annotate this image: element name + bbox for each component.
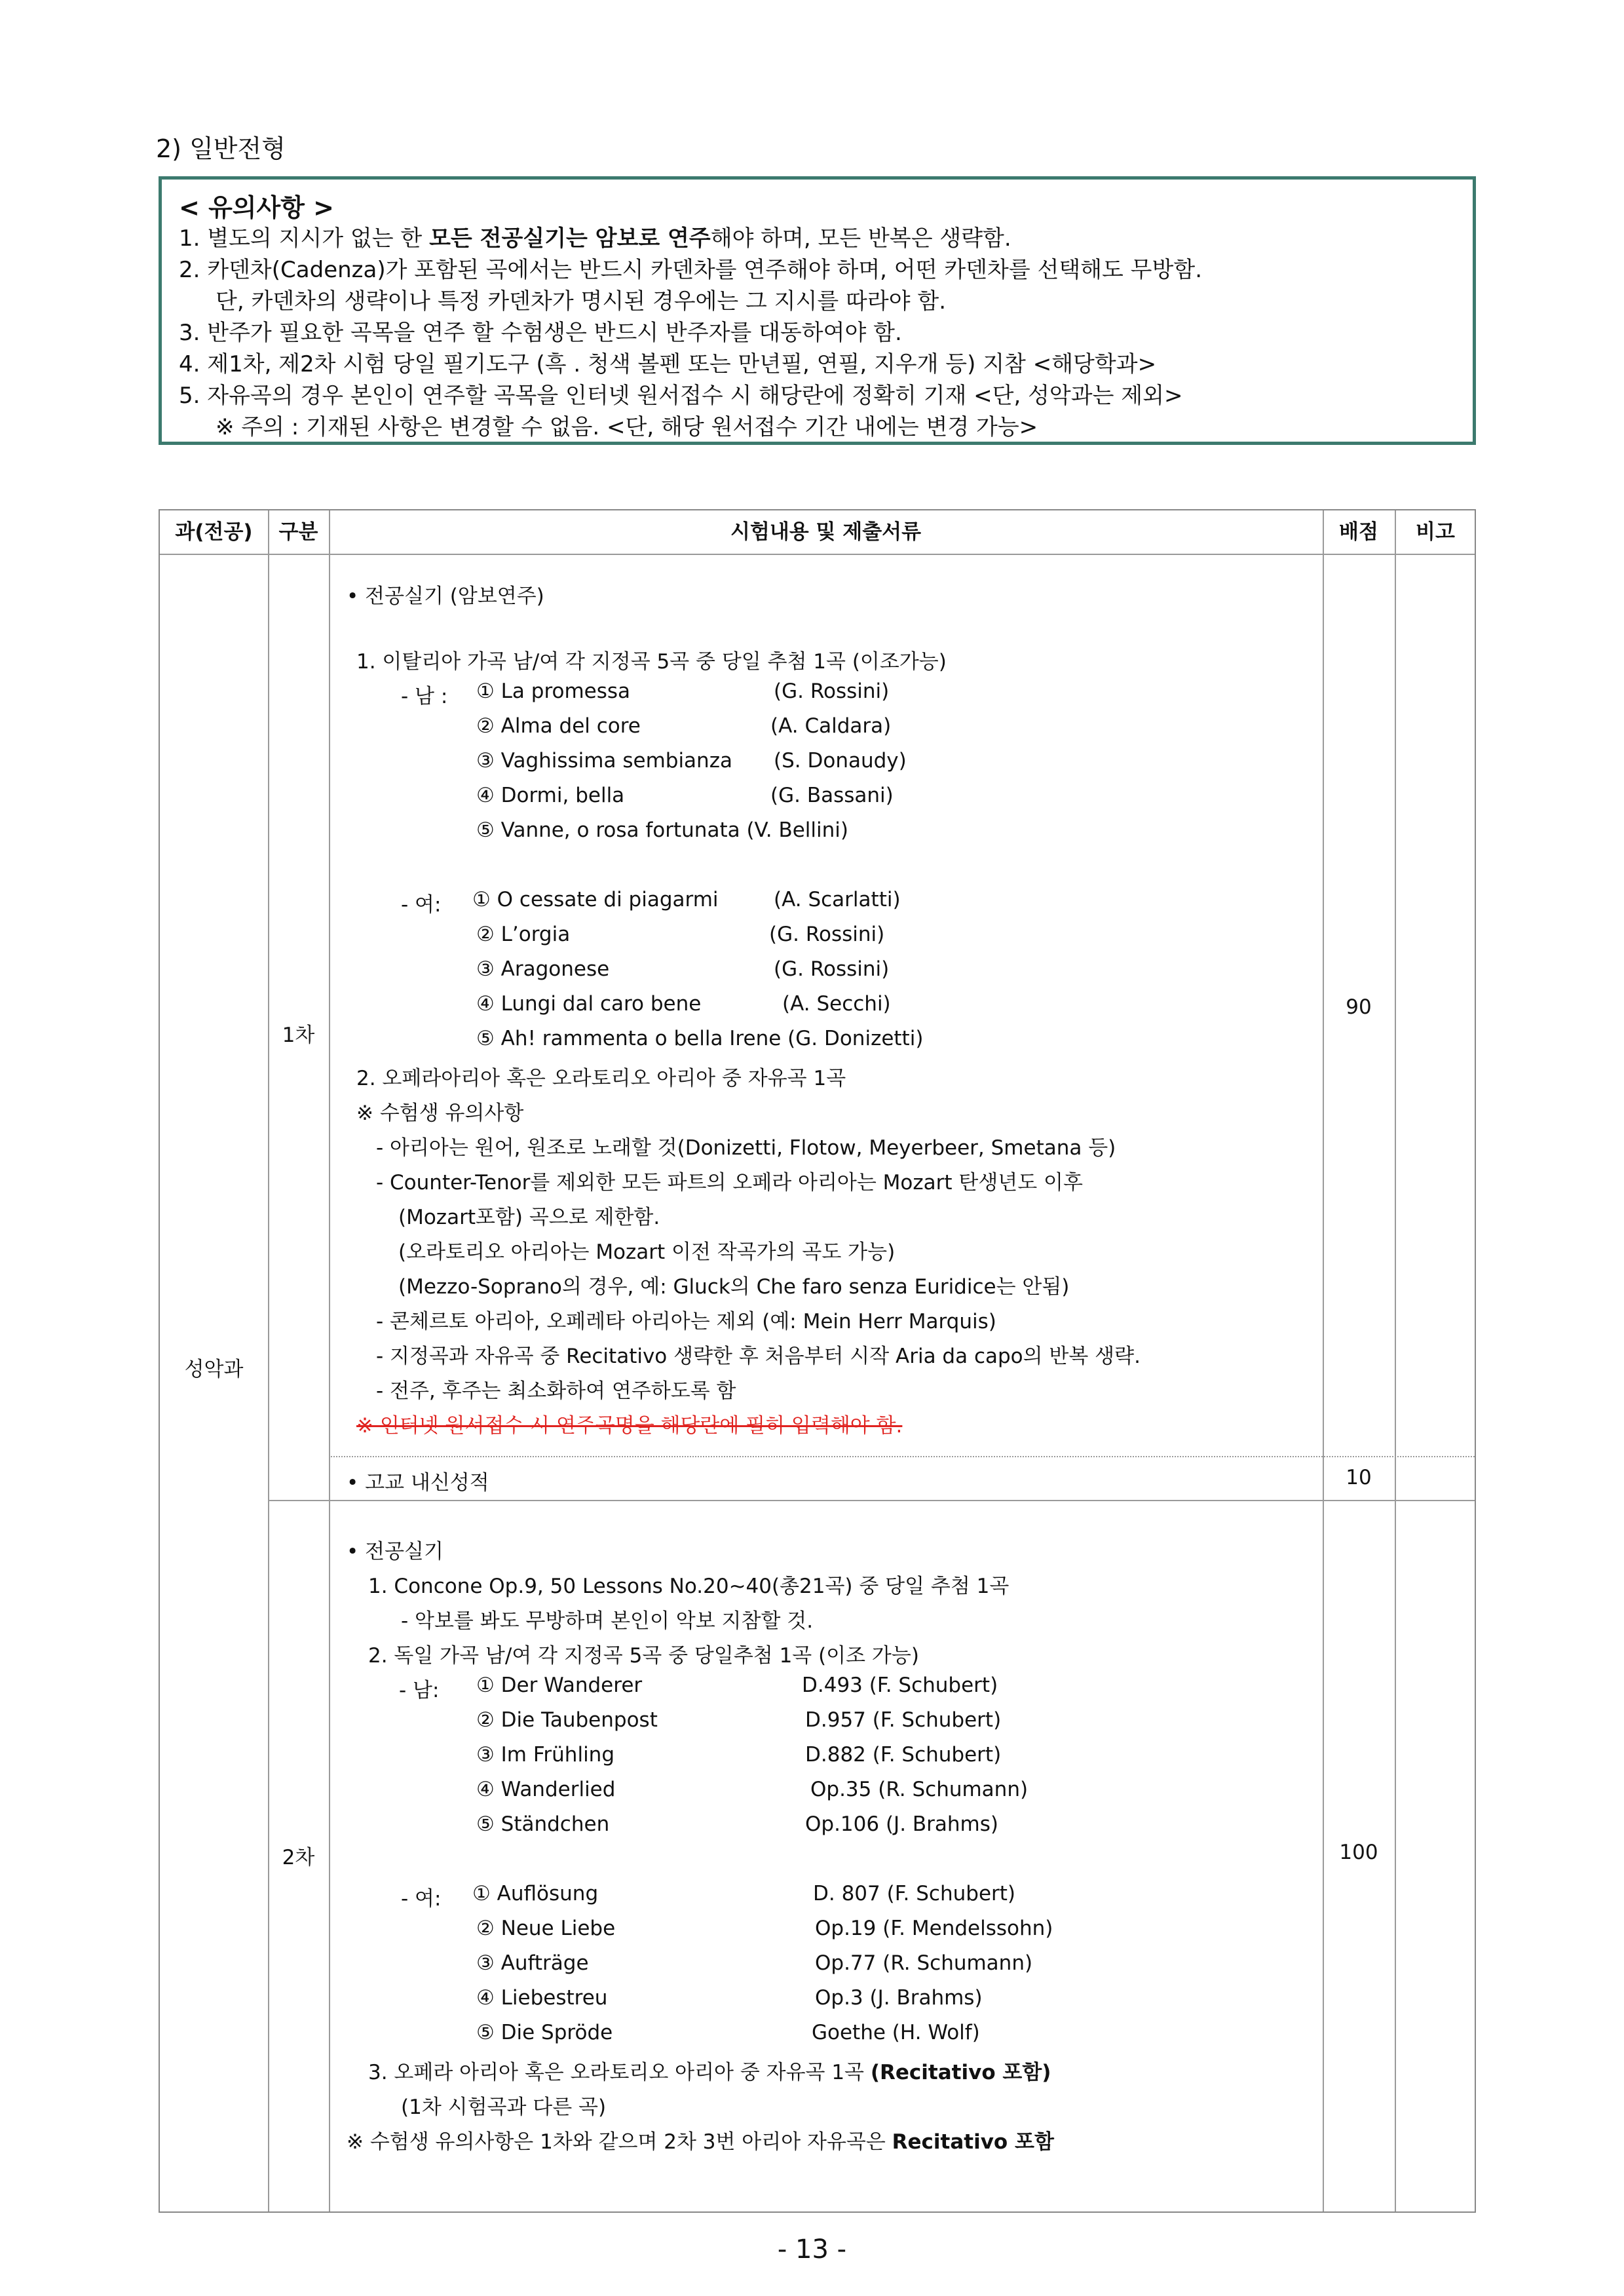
- stage-1-line: ③ Aragonese: [476, 957, 610, 981]
- stage-2-aria-emphasis: (Recitativo 포함): [870, 2061, 1051, 2084]
- stage-1-struck-note: ※ 인터넷 원서접수 시 연주곡명을 해당란에 필히 입력해야 함.: [356, 1414, 903, 1438]
- header-dept: 과(전공): [175, 520, 253, 544]
- stage-1-line: - 아리아는 원어, 원조로 노래할 것(Donizetti, Flotow, Meyerbeer, Smetana 등): [376, 1136, 1116, 1160]
- notice-title: < 유의사항 >: [179, 193, 334, 222]
- stage-1-line: ① O cessate di piagarmi: [472, 888, 719, 911]
- stage-2-line: ③ Aufträge: [476, 1951, 589, 1975]
- notice-item-5: 5. 자유곡의 경우 본인이 연주할 곡목을 인터넷 원서접수 시 해당란에 정확히 기재 <단, 성악과는 제외>: [179, 383, 1183, 409]
- stage-1-line: (A. Scarlatti): [774, 888, 901, 911]
- stage-1-line: - 지정곡과 자유곡 중 Recitativo 생략한 후 처음부터 시작 Aria da capo의 반복 생략.: [376, 1345, 1141, 1368]
- stage-2-line: Op.77 (R. Schumann): [815, 1951, 1033, 1975]
- stage-1-line: ④ Lungi dal caro bene: [476, 992, 702, 1016]
- stage-2-line: D.493 (F. Schubert): [802, 1674, 998, 1697]
- stage-1-line: (G. Rossini): [774, 957, 890, 981]
- notice-item-2-sub: 단, 카덴차의 생략이나 특정 카덴차가 명시된 경우에는 그 지시를 따라야 함.: [216, 288, 947, 315]
- header-score: 배점: [1339, 520, 1378, 544]
- stage-2-line: ② Neue Liebe: [476, 1917, 616, 1940]
- column-divider: [329, 510, 330, 2211]
- stage-1-line: - 전주, 후주는 최소화하여 연주하도록 함: [376, 1379, 736, 1403]
- stage-2-line: ⑤ Die Spröde: [476, 2021, 613, 2044]
- stage-1-line: ③ Vaghissima sembianza: [476, 749, 732, 773]
- stage-2-note-emphasis: Recitativo 포함: [892, 2130, 1054, 2154]
- notice-item-4: 4. 제1차, 제2차 시험 당일 필기도구 (흑 . 청색 볼펜 또는 만년필, 연필, 지우개 등) 지참 <해당학과>: [179, 351, 1157, 377]
- row-divider-dotted: [329, 1456, 1475, 1457]
- stage-1-line: - 남 :: [401, 685, 448, 708]
- stage-2-line: • 전공실기: [347, 1540, 444, 1563]
- header-stage: 구분: [278, 520, 318, 544]
- stage-2-line: - 여:: [401, 1887, 442, 1911]
- stage-2-line: 1. Concone Op.9, 50 Lessons No.20~40(총21곡) 중 당일 추첨 1곡: [368, 1575, 1010, 1598]
- stage-1-line: (S. Donaudy): [774, 749, 907, 773]
- stage-1-line: (G. Rossini): [774, 679, 890, 703]
- stage-1-line: ④ Dormi, bella: [476, 784, 625, 807]
- stage-2-line: - 남:: [399, 1679, 440, 1702]
- column-divider: [268, 510, 269, 2211]
- stage-2-line: Op.106 (J. Brahms): [805, 1812, 998, 1836]
- stage-1-line: - 여:: [401, 893, 442, 917]
- stage-1-line: • 전공실기 (암보연주): [347, 584, 544, 608]
- stage-2-line: ④ Wanderlied: [476, 1778, 616, 1801]
- stage-2-line: 2. 독일 가곡 남/여 각 지정곡 5곡 중 당일추첨 1곡 (이조 가능): [368, 1644, 919, 1668]
- stage-2-line: ④ Liebestreu: [476, 1986, 608, 2010]
- notice-item-2: 2. 카덴차(Cadenza)가 포함된 곡에서는 반드시 카덴차를 연주해야 하며, 어떤 카덴차를 선택해도 무방함.: [179, 257, 1202, 283]
- stage-2-line: ⑤ Ständchen: [476, 1812, 610, 1836]
- stage-1-line: 1. 이탈리아 가곡 남/여 각 지정곡 5곡 중 당일 추첨 1곡 (이조가능): [356, 650, 947, 674]
- stage-2-line: (1차 시험곡과 다른 곡): [401, 2095, 607, 2119]
- stage-2-line: ③ Im Frühling: [476, 1743, 615, 1767]
- stage-2-line: [368, 2056, 1051, 2085]
- stage-1-line: (Mezzo-Soprano의 경우, 예: Gluck의 Che faro senza Euridice는 안됨): [398, 1275, 1070, 1299]
- row-divider: [268, 1500, 1475, 1501]
- section-heading: 2) 일반전형: [156, 134, 286, 163]
- stage-1-line: (Mozart포함) 곡으로 제한함.: [398, 1206, 660, 1229]
- notice-item-1: [179, 220, 1011, 252]
- stage-2-label: 2차: [282, 1846, 315, 1869]
- column-divider: [1323, 510, 1324, 2211]
- stage-1-line: 2. 오페라아리아 혹은 오라토리오 아리아 중 자유곡 1곡: [356, 1067, 846, 1090]
- dept-name: 성악과: [184, 1358, 244, 1381]
- stage-2-line: ② Die Taubenpost: [476, 1708, 658, 1732]
- stage-1-line: (A. Caldara): [770, 714, 892, 738]
- page-number: - 13 -: [777, 2234, 847, 2265]
- stage-1-line: - Counter-Tenor를 제외한 모든 파트의 오페라 아리아는 Mozart 탄생년도 이후: [376, 1171, 1083, 1195]
- stage-2-line: ① Der Wanderer: [476, 1674, 643, 1697]
- stage-2-aria-text: 3. 오페라 아리아 혹은 오라토리오 아리아 중 자유곡 1곡: [368, 2061, 871, 2084]
- stage-1-label: 1차: [282, 1024, 315, 1047]
- stage-2-line: - 악보를 봐도 무방하며 본인이 악보 지참할 것.: [401, 1609, 814, 1633]
- notice-item-1-text-a: 1. 별도의 지시가 없는 한: [179, 225, 430, 252]
- stage-1-line: (A. Secchi): [782, 992, 891, 1016]
- stage-2-line: D. 807 (F. Schubert): [813, 1882, 1016, 1905]
- notice-caution: ※ 주의 : 기재된 사항은 변경할 수 없음. <단, 해당 원서접수 기간 내에는 변경 가능>: [216, 414, 1038, 440]
- notice-box: [159, 176, 1476, 445]
- stage-2-line: ① Auflösung: [472, 1882, 599, 1905]
- stage-2-line: D.957 (F. Schubert): [805, 1708, 1002, 1732]
- notice-item-1-emphasis: 모든 전공실기는 암보로 연주: [429, 225, 711, 252]
- exam-table: [159, 509, 1476, 2213]
- header-divider: [160, 554, 1475, 555]
- stage-1-line: (G. Rossini): [769, 923, 885, 946]
- stage-2-line: Op.3 (J. Brahms): [815, 1986, 983, 2010]
- stage-2-line: D.882 (F. Schubert): [805, 1743, 1002, 1767]
- stage-1-line: - 콘체르토 아리아, 오페레타 아리아는 제외 (예: Mein Herr Marquis): [376, 1310, 996, 1333]
- column-divider: [1395, 510, 1396, 2211]
- stage-2-line: Goethe (H. Wolf): [812, 2021, 980, 2044]
- stage-1-line: ② Alma del core: [476, 714, 641, 738]
- stage-1-line: (오라토리오 아리아는 Mozart 이전 작곡가의 곡도 가능): [398, 1240, 896, 1264]
- stage-1-line: (G. Bassani): [770, 784, 894, 807]
- stage-1-line: ① La promessa: [476, 679, 631, 703]
- notice-item-3: 3. 반주가 필요한 곡목을 연주 할 수험생은 반드시 반주자를 대동하여야 함.: [179, 320, 902, 346]
- stage-2-line: [347, 2125, 1054, 2154]
- stage-1-line: ② L’orgia: [476, 923, 571, 946]
- stage-1-gpa-score: 10: [1346, 1466, 1372, 1489]
- header-note: 비고: [1416, 520, 1455, 544]
- stage-1-score: 90: [1346, 995, 1372, 1019]
- header-content: 시험내용 및 제출서류: [730, 520, 922, 544]
- notice-item-1-text-c: 해야 하며, 모든 반복은 생략함.: [710, 225, 1011, 252]
- stage-2-line: Op.19 (F. Mendelssohn): [815, 1917, 1053, 1940]
- stage-1-line: ⑤ Vanne, o rosa fortunata (V. Bellini): [476, 818, 848, 842]
- stage-2-score: 100: [1339, 1841, 1378, 1864]
- stage-1-gpa-label: • 고교 내신성적: [347, 1471, 489, 1495]
- stage-1-line: ※ 수험생 유의사항: [356, 1101, 524, 1125]
- stage-2-note-text: ※ 수험생 유의사항은 1차와 같으며 2차 3번 아리아 자유곡은: [347, 2130, 892, 2154]
- stage-2-line: Op.35 (R. Schumann): [810, 1778, 1029, 1801]
- stage-1-line: ⑤ Ah! rammenta o bella Irene (G. Donizetti): [476, 1027, 924, 1050]
